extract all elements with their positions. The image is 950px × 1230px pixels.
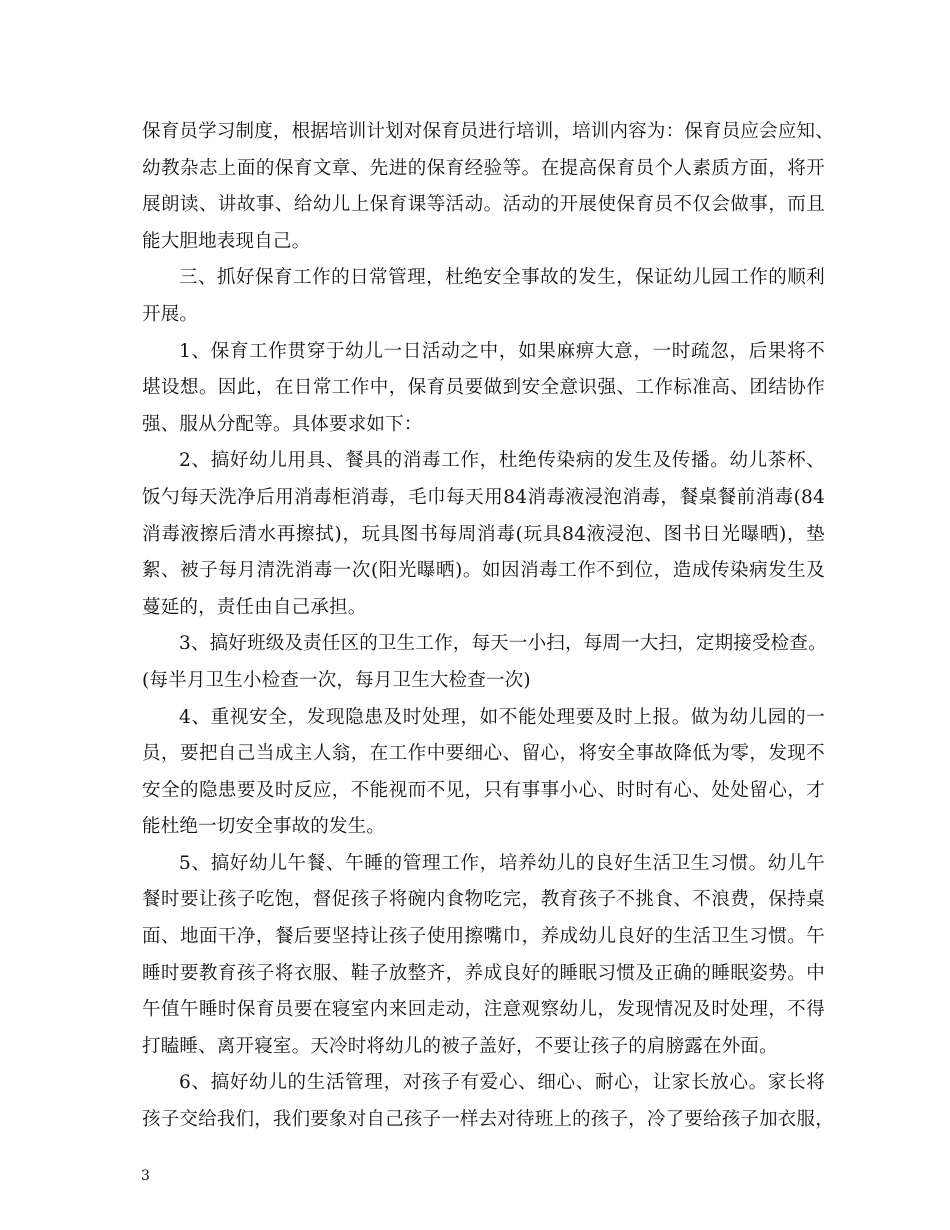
section-heading-line: 开展。 <box>142 303 199 325</box>
text-line: 絮、被子每月清洗消毒一次(阳光曝晒)。如因消毒工作不到位，造成传染病发生及 <box>142 560 825 582</box>
text-line: 安全的隐患要及时反应，不能视而不见，只有事事小心、时时有心、处处留心，才 <box>142 779 825 801</box>
text-line: 4、重视安全，发现隐患及时处理，如不能处理要及时上报。做为幼儿园的一 <box>179 706 825 728</box>
text-line: 2、搞好幼儿用具、餐具的消毒工作，杜绝传染病的发生及传播。幼儿茶杯、 <box>179 450 825 472</box>
text-line: 饭勺每天洗净后用消毒柜消毒，毛巾每天用84消毒液浸泡消毒，餐桌餐前消毒(84 <box>142 486 825 508</box>
text-line: 面、地面干净，餐后要坚持让孩子使用擦嘴巾，养成幼儿良好的生活卫生习惯。午 <box>142 926 825 948</box>
text-line: 展朗读、讲故事、给幼儿上保育课等活动。活动的开展使保育员不仅会做事，而且 <box>142 194 825 216</box>
text-line: 孩子交给我们，我们要象对自己孩子一样去对待班上的孩子，冷了要给孩子加衣服， <box>142 1109 834 1131</box>
text-line: 能杜绝一切安全事故的发生。 <box>142 816 386 838</box>
text-line: 餐时要让孩子吃饱，督促孩子将碗内食物吃完，教育孩子不挑食、不浪费，保持桌 <box>142 889 825 911</box>
text-line: (每半月卫生小检查一次，每月卫生大检查一次) <box>142 669 531 691</box>
text-line: 蔓延的，责任由自己承担。 <box>142 596 367 618</box>
section-heading-line: 三、抓好保育工作的日常管理，杜绝安全事故的发生，保证幼儿园工作的顺利 <box>179 267 825 289</box>
text-line: 午值午睡时保育员要在寝室内来回走动，注意观察幼儿，发现情况及时处理，不得 <box>142 999 825 1021</box>
text-line: 堪设想。因此，在日常工作中，保育员要做到安全意识强、工作标准高、团结协作 <box>142 377 825 399</box>
body-text <box>142 114 834 1139</box>
text-line: 能大胆地表现自己。 <box>142 230 311 252</box>
text-line: 1、保育工作贯穿于幼儿一日活动之中，如果麻痹大意，一时疏忽，后果将不 <box>179 340 825 362</box>
text-line: 6、搞好幼儿的生活管理，对孩子有爱心、细心、耐心，让家长放心。家长将 <box>179 1072 825 1094</box>
text-line: 保育员学习制度，根据培训计划对保育员进行培训，培训内容为：保育员应会应知、 <box>142 121 834 142</box>
text-line: 员，要把自己当成主人翁，在工作中要细心、留心，将安全事故降低为零，发现不 <box>142 743 825 765</box>
text-line: 打瞌睡、离开寝室。天冷时将幼儿的被子盖好，不要让孩子的肩膀露在外面。 <box>142 1035 778 1057</box>
text-line: 睡时要教育孩子将衣服、鞋子放整齐，养成良好的睡眠习惯及正确的睡眠姿势。中 <box>142 962 825 984</box>
text-line: 强、服从分配等。具体要求如下： <box>142 413 423 435</box>
text-line: 消毒液擦后清水再擦拭)，玩具图书每周消毒(玩具84液浸泡、图书日光曝晒)，垫 <box>142 523 825 545</box>
text-line: 幼教杂志上面的保育文章、先进的保育经验等。在提高保育员个人素质方面，将开 <box>142 157 825 179</box>
text-line: 3、搞好班级及责任区的卫生工作，每天一小扫，每周一大扫，定期接受检查。 <box>179 633 827 655</box>
text-line: 5、搞好幼儿午餐、午睡的管理工作，培养幼儿的良好生活卫生习惯。幼儿午 <box>179 852 825 874</box>
page-number: 3 <box>141 1168 150 1184</box>
